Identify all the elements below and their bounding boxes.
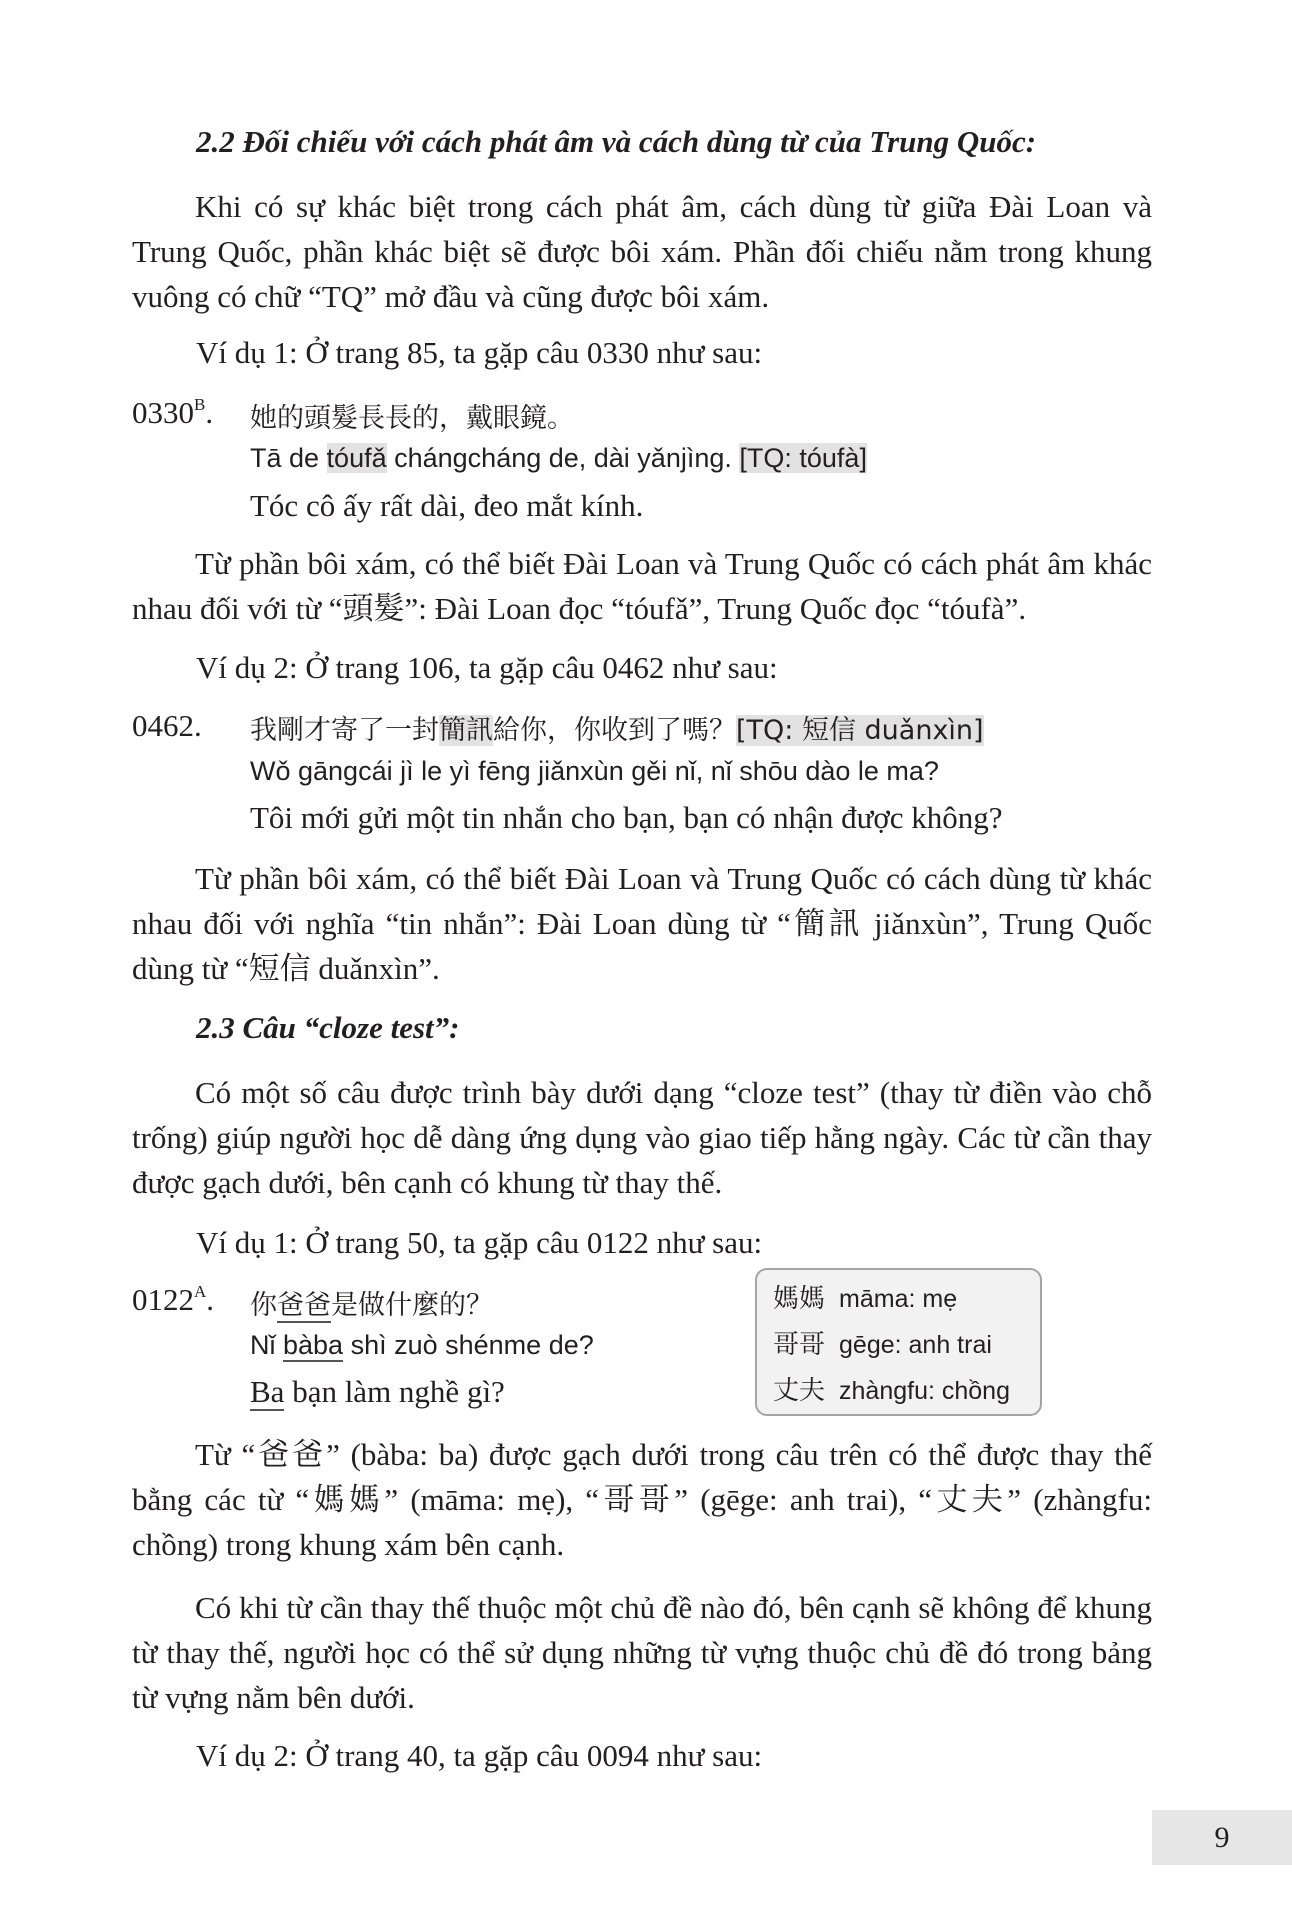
example-1-explanation: Từ phần bôi xám, có thể biết Đài Loan và Trung Quốc có cách phát âm khác nhau đối với từ “頭髮”: Đài Loan đọc “tóufǎ”, Trung Quốc đọc “tóufà”. — [132, 546, 1152, 626]
sentence-number-0462: 0462. — [132, 708, 202, 743]
section-heading-2-3: 2.3 Câu “cloze test”: — [196, 1010, 460, 1045]
paragraph-comparison: Khi có sự khác biệt trong cách phát âm, cách dùng từ giữa Đài Loan và Trung Quốc, phần khác biệt sẽ được bôi xám. Phần đối chiếu nằm trong khung vuông có chữ “TQ” mở đầu và cũng được bôi xám. — [132, 189, 1152, 314]
substitution-item: 媽媽 māma: mẹ — [773, 1284, 958, 1314]
highlight-toufa: tóufǎ — [326, 443, 387, 473]
example-2-intro: Ví dụ 2: Ở trang 106, ta gặp câu 0462 như sau: — [196, 650, 778, 685]
substitution-item: 哥哥 gēge: anh trai — [773, 1330, 992, 1360]
sentence-0330-chinese: 她的頭髮長長的，戴眼鏡。 — [250, 403, 574, 434]
tq-box-duanxin: [TQ: 短信 duǎnxìn] — [736, 715, 984, 746]
underlined-baba-pinyin: bàba — [283, 1330, 344, 1360]
tq-box-toufa: [TQ: tóufà] — [739, 443, 867, 473]
sentence-0122-vietnamese: Ba bạn làm nghề gì? — [250, 1374, 505, 1409]
sentence-number-0330: $0330^B$. — [132, 395, 214, 430]
example-2-explanation: Từ phần bôi xám, có thể biết Đài Loan và Trung Quốc có cách dùng từ khác nhau đối với nghĩa “tin nhắn”: Đài Loan dùng từ “簡訊 jiǎnxùn”, Trung Quốc dùng từ “短信 duǎnxìn”. — [132, 861, 1152, 986]
sentence-0330-vietnamese: Tóc cô ấy rất dài, đeo mắt kính. — [250, 488, 644, 523]
sentence-number-0122: $0122^A$. — [132, 1282, 215, 1317]
section-heading-2-2: 2.2 Đối chiếu với cách phát âm và cách dùng từ của Trung Quốc: — [196, 124, 1037, 159]
paragraph-topic-vocabulary: Có khi từ cần thay thế thuộc một chủ đề nào đó, bên cạnh sẽ không để khung từ thay thế, người học có thể sử dụng những từ vựng thuộc chủ đề đó trong bảng từ vựng nằm bên dưới. — [132, 1590, 1152, 1715]
sentence-0122-chinese: 你爸爸是做什麼的？ — [250, 1290, 493, 1321]
substitution-box — [755, 1268, 1042, 1416]
example-1-intro: Ví dụ 1: Ở trang 85, ta gặp câu 0330 như sau: — [196, 335, 763, 370]
example-3-intro: Ví dụ 1: Ở trang 50, ta gặp câu 0122 như sau: — [196, 1225, 763, 1260]
sentence-0122-pinyin: Nǐ bàba shì zuò shénme de? — [250, 1330, 594, 1360]
underlined-ba: Ba — [250, 1374, 285, 1409]
sentence-0330-pinyin: Tā de tóufǎ chángcháng de, dài yǎnjìng. [TQ: tóufà] — [250, 443, 867, 473]
example-3-explanation: Từ “爸爸” (bàba: ba) được gạch dưới trong câu trên có thể được thay thế bằng các từ “媽媽” (māma: mẹ), “哥哥” (gēge: anh trai), “丈夫” (zhàngfu: chồng) trong khung xám bên cạnh. — [132, 1437, 1152, 1562]
underlined-baba: 爸爸 — [277, 1290, 331, 1321]
paragraph-cloze-test: Có một số câu được trình bày dưới dạng “cloze test” (thay từ điền vào chỗ trống) giúp người học dễ dàng ứng dụng vào giao tiếp hằng ngày. Các từ cần thay được gạch dưới, bên cạnh có khung từ thay thế. — [132, 1075, 1152, 1200]
sentence-0462-pinyin: Wǒ gāngcái jì le yì fēng jiǎnxùn gěi nǐ, nǐ shōu dào le ma? — [250, 756, 939, 786]
page-number: 9 — [1152, 1810, 1292, 1865]
example-4-intro: Ví dụ 2: Ở trang 40, ta gặp câu 0094 như sau: — [196, 1738, 763, 1773]
substitution-item: 丈夫 zhàngfu: chồng — [773, 1376, 1010, 1406]
sentence-0462-vietnamese: Tôi mới gửi một tin nhắn cho bạn, bạn có nhận được không? — [250, 800, 1003, 835]
highlight-jianxun: 簡訊 — [439, 715, 493, 746]
sentence-0462-chinese: 我剛才寄了一封簡訊給你，你收到了嗎？[TQ: 短信 duǎnxìn] — [250, 715, 984, 746]
